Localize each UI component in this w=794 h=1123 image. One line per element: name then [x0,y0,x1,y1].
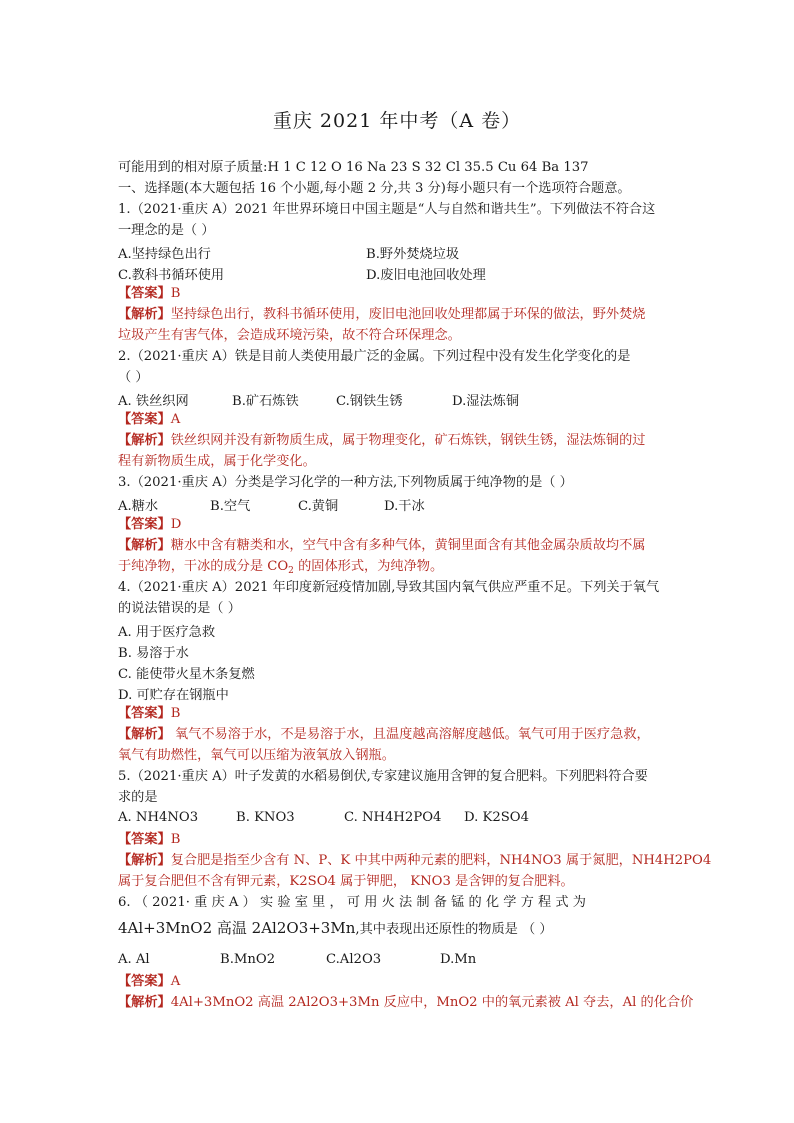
q6-chemical-equation: 4Al+3MnO2 高温 2Al2O3+3Mn [118,919,356,937]
q6-equation-line [118,917,553,938]
q2-option-a: A. 铁丝织网 [118,394,189,409]
q2-answer [118,411,180,429]
section-heading: 一、选择题(本大题包括 16 个小题,每小题 2 分,共 3 分)每小题只有一个选项符合题意。 [118,181,631,196]
q4-analysis-text1: 氧气不易溶于水，不是易溶于水，且温度越高溶解度越低。氧气可用于医疗急救， [170,727,650,742]
q3-answer [118,516,181,534]
q1-answer-value: B [170,286,181,301]
analysis-tag: 【解析】 [118,433,171,448]
q3-option-d: D.干冰 [384,499,425,514]
q4-option-c: C. 能使带火星木条复燃 [118,667,255,682]
q5-analysis-text1: 复合肥是指至少含有 N、P、K 中其中两种元素的肥料，NH4NO3 属于氮肥，NH4H2PO4 [170,853,712,868]
q3-option-a: A.糖水 [118,499,159,514]
q3-analysis-line2 [118,558,443,576]
q2-option-c: C.钢铁生锈 [336,394,403,409]
q5-option-d: D. K2SO4 [464,810,529,825]
answer-tag: 【答案】 [118,706,171,721]
q5-option-c: C. NH4H2PO4 [344,810,442,825]
q2-analysis-text1: 铁丝织网并没有新物质生成，属于物理变化，矿石炼铁，钢铁生锈，湿法炼铜的过 [170,433,646,448]
q4-option-b: B. 易溶于水 [118,646,189,661]
q3-analysis-text2b: 的固体形式，为纯净物。 [293,559,444,574]
q1-stem-line2: 一理念的是（ ） [118,223,215,238]
q6-answer-value: A [170,974,181,989]
analysis-tag: 【解析】 [118,853,171,868]
q3-answer-value: D [170,517,182,532]
q5-option-a: A. NH4NO3 [118,810,199,825]
q3-option-c: C.黄铜 [298,499,339,514]
q5-answer [118,831,180,849]
q5-analysis-line1 [118,852,711,870]
q4-option-a: A. 用于医疗急救 [118,625,216,640]
q4-answer-value: B [170,706,181,721]
q4-stem-line2: 的说法错误的是（ ） [118,601,241,616]
analysis-tag: 【解析】 [118,307,171,322]
q1-option-d: D.废旧电池回收处理 [366,268,486,283]
q1-analysis-line1 [118,306,646,324]
q6-option-a: A. Al [118,952,150,967]
q6-stem-line1: 6. （ 2021· 重 庆 A ） 实 验 室 里 ， 可 用 火 法 制 备 锰 的 化 学 方 程 式 为 [118,895,586,910]
q4-analysis-line2: 氧气有助燃性，氧气可以压缩为液氧放入钢瓶。 [118,748,395,763]
q1-analysis-line2: 垃圾产生有害气体，会造成环境污染，故不符合环保理念。 [118,328,461,343]
analysis-tag: 【解析】 [118,538,171,553]
q3-analysis-text1: 糖水中含有糖类和水，空气中含有多种气体，黄铜里面含有其他金属杂质故均不属 [170,538,646,553]
q6-answer [118,973,180,991]
q4-analysis-line1 [118,726,650,744]
q1-analysis-text1: 坚持绿色出行，教科书循环使用，废旧电池回收处理都属于环保的做法，野外焚烧 [170,307,646,322]
q3-subscript: 2 [288,566,294,576]
q6-option-c: C.Al2O3 [326,952,382,967]
q2-stem-line2: （ ） [118,370,149,385]
page-title: 重庆 2021 年中考（A 卷） [272,110,522,132]
answer-tag: 【答案】 [118,286,171,301]
q6-option-d: D.Mn [440,952,477,967]
q3-analysis-line1 [118,537,646,555]
q6-option-b: B.MnO2 [220,952,276,967]
q4-option-d: D. 可贮存在钢瓶中 [118,688,229,703]
analysis-tag: 【解析】 [118,727,171,742]
q2-stem-line1: 2.（2021·重庆 A）铁是目前人类使用最广泛的金属。下列过程中没有发生化学变化的是 [118,349,631,364]
q5-analysis-line2: 属于复合肥但不含有钾元素，K2SO4 属于钾肥， KNO3 是含钾的复合肥料。 [118,874,574,889]
q4-stem-line1: 4.（2021·重庆 A）2021 年印度新冠疫情加剧,导致其国内氧气供应严重不足。下列关于氧气 [118,580,660,595]
q1-option-b: B.野外焚烧垃圾 [366,247,460,262]
atomic-masses-line: 可能用到的相对原子质量:H 1 C 12 O 16 Na 23 S 32 Cl 35.5 Cu 64 Ba 137 [118,160,589,175]
q6-analysis-line1 [118,994,693,1012]
q2-answer-value: A [170,412,181,427]
answer-tag: 【答案】 [118,517,171,532]
q1-stem-line1: 1.（2021·重庆 A）2021 年世界环境日中国主题是“人与自然和谐共生”。下列做法不符合这 [118,202,656,217]
q1-option-c: C.教科书循环使用 [118,268,225,283]
q3-stem-line1: 3.（2021·重庆 A）分类是学习化学的一种方法,下列物质属于纯净物的是（ ） [118,475,573,490]
analysis-tag: 【解析】 [118,995,171,1010]
answer-tag: 【答案】 [118,412,171,427]
q3-analysis-text2a: 于纯净物，干冰的成分是 CO [118,559,289,574]
q5-answer-value: B [170,832,181,847]
q4-answer [118,705,180,723]
q3-option-b: B.空气 [210,499,251,514]
q6-stem-tail: ,其中表现出还原性的物质是 （ ） [355,922,553,937]
q2-option-d: D.湿法炼铜 [452,394,520,409]
q6-analysis-text1: 4Al+3MnO2 高温 2Al2O3+3Mn 反应中，MnO2 中的氧元素被 Al 夺去，Al 的化合价 [170,995,694,1010]
q2-option-b: B.矿石炼铁 [232,394,299,409]
q1-answer [118,285,180,303]
q5-stem-line1: 5.（2021·重庆 A）叶子发黄的水稻易倒伏,专家建议施用含钾的复合肥料。下列肥料符合要 [118,769,648,784]
answer-tag: 【答案】 [118,974,171,989]
q2-analysis-line2: 程有新物质生成，属于化学变化。 [118,454,316,469]
q5-stem-line2: 求的是 [118,790,158,805]
answer-tag: 【答案】 [118,832,171,847]
q2-analysis-line1 [118,432,646,450]
q5-option-b: B. KNO3 [236,810,295,825]
q1-option-a: A.坚持绿色出行 [118,247,211,262]
